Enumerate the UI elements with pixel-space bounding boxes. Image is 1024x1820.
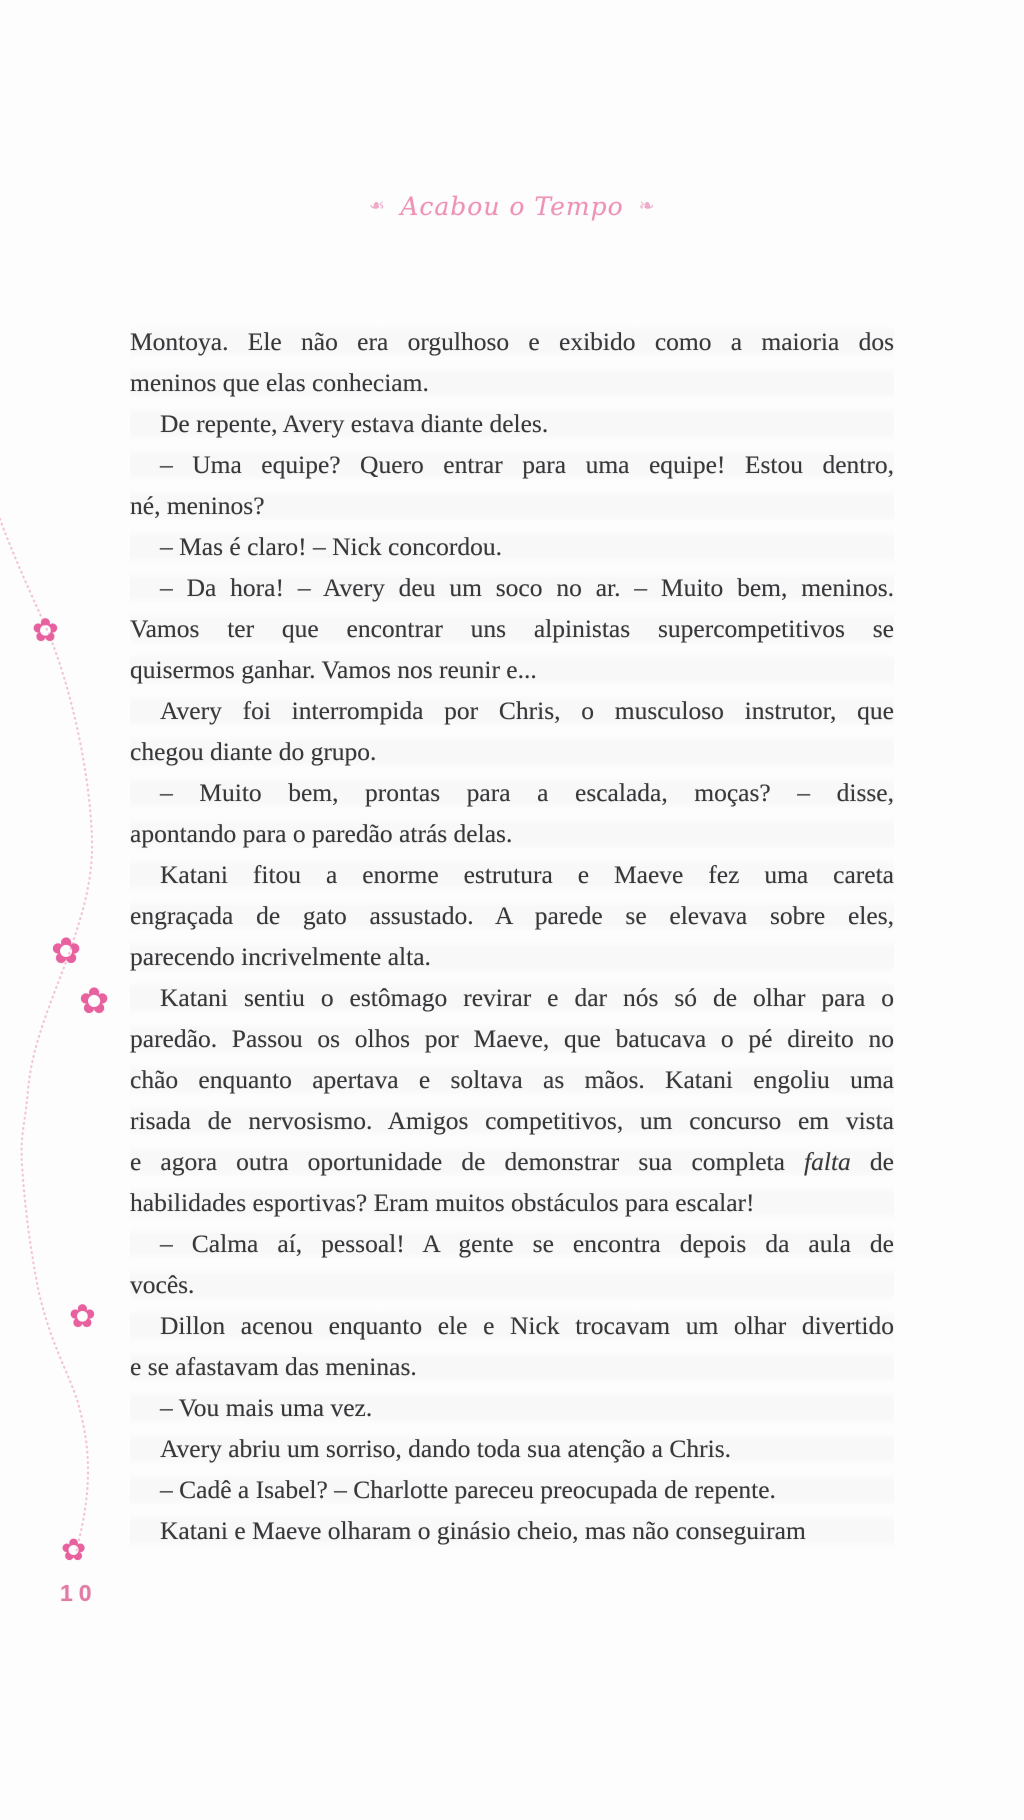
floral-ornament-right-icon: ❧: [638, 195, 655, 217]
text-line: apontando para o paredão atrás delas.: [130, 813, 894, 854]
flower-icon: ✿: [51, 930, 82, 972]
text-line: – Cadê a Isabel? – Charlotte pareceu preocupada de repente.: [130, 1469, 894, 1510]
text-line: Avery abriu um sorriso, dando toda sua atenção a Chris.: [130, 1428, 894, 1469]
text-line: quisermos ganhar. Vamos nos reunir e...: [130, 649, 894, 690]
text-line: e agora outra oportunidade de demonstrar sua completa falta de: [130, 1141, 894, 1182]
text-line: Katani e Maeve olharam o ginásio cheio, mas não conseguiram: [130, 1510, 894, 1551]
flower-icon: ✿: [61, 1533, 87, 1569]
text-line: parecendo incrivelmente alta.: [130, 936, 894, 977]
text-line: – Calma aí, pessoal! A gente se encontra depois da aula de: [130, 1223, 894, 1264]
text-line: – Mas é claro! – Nick concordou.: [130, 526, 894, 567]
text-line: chão enquanto apertava e soltava as mãos. Katani engoliu uma: [130, 1059, 894, 1100]
text-line: Katani fitou a enorme estrutura e Maeve fez uma careta: [130, 854, 894, 895]
text-line: chegou diante do grupo.: [130, 731, 894, 772]
text-line: Dillon acenou enquanto ele e Nick trocavam um olhar divertido: [130, 1305, 894, 1346]
text-line: – Uma equipe? Quero entrar para uma equipe! Estou dentro,: [130, 444, 894, 485]
running-title: Acabou o Tempo: [400, 192, 624, 221]
flower-icon: ✿: [32, 611, 59, 650]
text-line: Montoya. Ele não era orgulhoso e exibido como a maioria dos: [130, 321, 894, 362]
text-line: paredão. Passou os olhos por Maeve, que batucava o pé direito no: [130, 1018, 894, 1059]
text-line: De repente, Avery estava diante deles.: [130, 403, 894, 444]
flower-icon: ✿: [69, 1297, 96, 1336]
left-margin-decoration: [0, 0, 130, 1820]
text-line: engraçada de gato assustado. A parede se elevava sobre eles,: [130, 895, 894, 936]
running-header: [0, 194, 1024, 219]
text-line: Vamos ter que encontrar uns alpinistas supercompetitivos se: [130, 608, 894, 649]
text-line: vocês.: [130, 1264, 894, 1305]
text-line: – Muito bem, prontas para a escalada, moças? – disse,: [130, 772, 894, 813]
text-line: e se afastavam das meninas.: [130, 1346, 894, 1387]
text-line: risada de nervosismo. Amigos competitivos, um concurso em vista: [130, 1100, 894, 1141]
text-line: – Vou mais uma vez.: [130, 1387, 894, 1428]
text-line: habilidades esportivas? Eram muitos obstáculos para escalar!: [130, 1182, 894, 1223]
text-line: né, meninos?: [130, 485, 894, 526]
text-line: Katani sentiu o estômago revirar e dar nós só de olhar para o: [130, 977, 894, 1018]
page-number: 10: [60, 1580, 98, 1606]
text-line: meninos que elas conheciam.: [130, 362, 894, 403]
dotted-curve-decoration: [0, 500, 120, 1620]
text-line: Avery foi interrompida por Chris, o musculoso instrutor, que: [130, 690, 894, 731]
text-block: [130, 321, 894, 1551]
floral-ornament-left-icon: ❧: [369, 195, 386, 217]
text-line: – Da hora! – Avery deu um soco no ar. – Muito bem, meninos.: [130, 567, 894, 608]
flower-icon: ✿: [79, 980, 110, 1022]
